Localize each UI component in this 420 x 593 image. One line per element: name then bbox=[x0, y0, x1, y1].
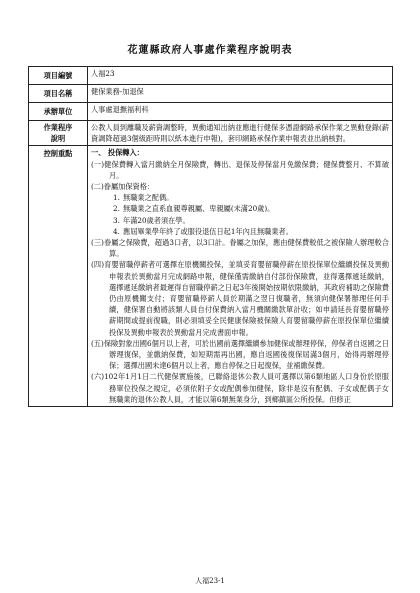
item-text: 眷屬加保資格： bbox=[103, 182, 155, 192]
procedure-table bbox=[28, 66, 393, 407]
sub-item-number: 1. bbox=[113, 193, 120, 203]
row-control bbox=[29, 146, 393, 407]
sub-item bbox=[91, 203, 389, 214]
unit-value: 人事處退撫福利科 bbox=[88, 103, 393, 121]
unit-label: 承辦單位 bbox=[29, 103, 88, 121]
item-text: 102年1月1日二代健保實施後，已聯絡退休公教人員可選擇以第6類地區人口身份於原服務單位投保之規定，必須依附子女或配偶參加健保，除非是沒有配偶、子女或配偶子女無職業的退休公教人員，才能以第6類無業身分，到鄉鎮區公所投保。但修正 bbox=[104, 372, 389, 404]
sub-item-text: 應屆畢業學年終了或服役退伍日起1年內且無職業者。 bbox=[123, 226, 293, 236]
list-item bbox=[91, 159, 389, 181]
control-label: 控制重點 bbox=[29, 146, 88, 407]
list-item bbox=[91, 338, 389, 372]
procedure-value: 公教人員到離職及薪資調整時，異動通知出納並應進行健保多憑證網路承保作業之異動登錄(薪資調降超過3個級距時則以紙本進行申報)，套印網路承保作業申報表並出納核對。 bbox=[88, 121, 393, 146]
item-text: 育嬰留職停薪者可選擇在原機關投保，並填妥育嬰留職停薪在原投保單位繼續投保及異動申報表於異動當月完成網路申報，健保僅需繳納自付部份保險費，並得選擇遞延繳納，選擇遞延繳納者最遲得自留職停薪之日起3年後開始按期依限繳納，其政府補助之保險費仍由原機關支付；育嬰留職停薪人員於期滿之翌日復職者，無須向健保署辦理任何手續，健保署自動將該類人員自付保費納入當月機關繳款單計收；如申請延長育嬰留職停薪期間或提前復職，則必須填妥全民健康保險被保險人育嬰留職停薪在原投保單位繼續投保及異動申報表於異動當月完成書面申報。 bbox=[104, 260, 390, 337]
item-number: (二) bbox=[91, 182, 104, 192]
item-number: (一) bbox=[91, 159, 105, 169]
sub-item bbox=[91, 192, 389, 203]
item-no-label: 項目編號 bbox=[29, 67, 88, 85]
item-number: (六) bbox=[91, 372, 105, 382]
sub-item-number: 3. bbox=[113, 215, 120, 225]
row-item-name bbox=[29, 85, 393, 103]
row-procedure bbox=[29, 121, 393, 146]
page-footer: 人福23-1 bbox=[195, 577, 225, 585]
procedure-label bbox=[29, 121, 88, 146]
item-text: 保險對象出國6個月以上者，可於出國前選擇繼續參加健保或辦理停保，停保者自返國之日辦理復保，並繳納保費，如短期需再出國，應自返國後復保屆滿3個月，始得再辦理停保；選擇出國未達6個月以上者，應自停保之日起復保，並補繳保費。 bbox=[103, 338, 389, 371]
item-no-value: 人福23 bbox=[88, 67, 393, 85]
item-number: (四) bbox=[91, 260, 105, 270]
procedure-label-line2: 說明 bbox=[50, 134, 66, 144]
list-item bbox=[91, 181, 389, 192]
section-heading: 一、 投保轉入： bbox=[91, 148, 144, 158]
control-content bbox=[88, 146, 393, 407]
item-number: (五) bbox=[91, 338, 104, 348]
item-text: 眷屬之保險費，超過3口者，以3口計。眷屬之加保，應由健保費較低之被保險人辦理較合算。 bbox=[103, 238, 389, 259]
row-item-no bbox=[29, 67, 393, 85]
procedure-label-line1: 作業程序 bbox=[43, 123, 73, 132]
list-item bbox=[91, 237, 389, 259]
item-name-value: 健保業務-加退保 bbox=[88, 85, 393, 103]
page-title: 花蓮縣政府人事處作業程序說明表 bbox=[127, 45, 293, 56]
sub-item bbox=[91, 215, 389, 226]
list-item bbox=[91, 259, 389, 337]
sub-item-number: 4. bbox=[113, 226, 120, 236]
sub-item-number: 2. bbox=[113, 204, 120, 214]
sub-item bbox=[91, 226, 389, 237]
sub-item-text: 無職業之配偶。 bbox=[123, 193, 174, 203]
row-unit bbox=[29, 103, 393, 121]
item-text: 健保費轉入當月繳納全月保險費，轉出、退保及停保當月免繳保費；健保費整月、不算破月。 bbox=[104, 159, 390, 180]
item-number: (三) bbox=[91, 238, 104, 248]
sub-item-text: 年滿20歲者須在學。 bbox=[123, 215, 190, 225]
list-item bbox=[91, 371, 389, 405]
item-name-label: 項目名稱 bbox=[29, 85, 88, 103]
sub-item-text: 無職業之直系血親尊親屬、卑親屬(未滿20歲)。 bbox=[123, 204, 275, 214]
